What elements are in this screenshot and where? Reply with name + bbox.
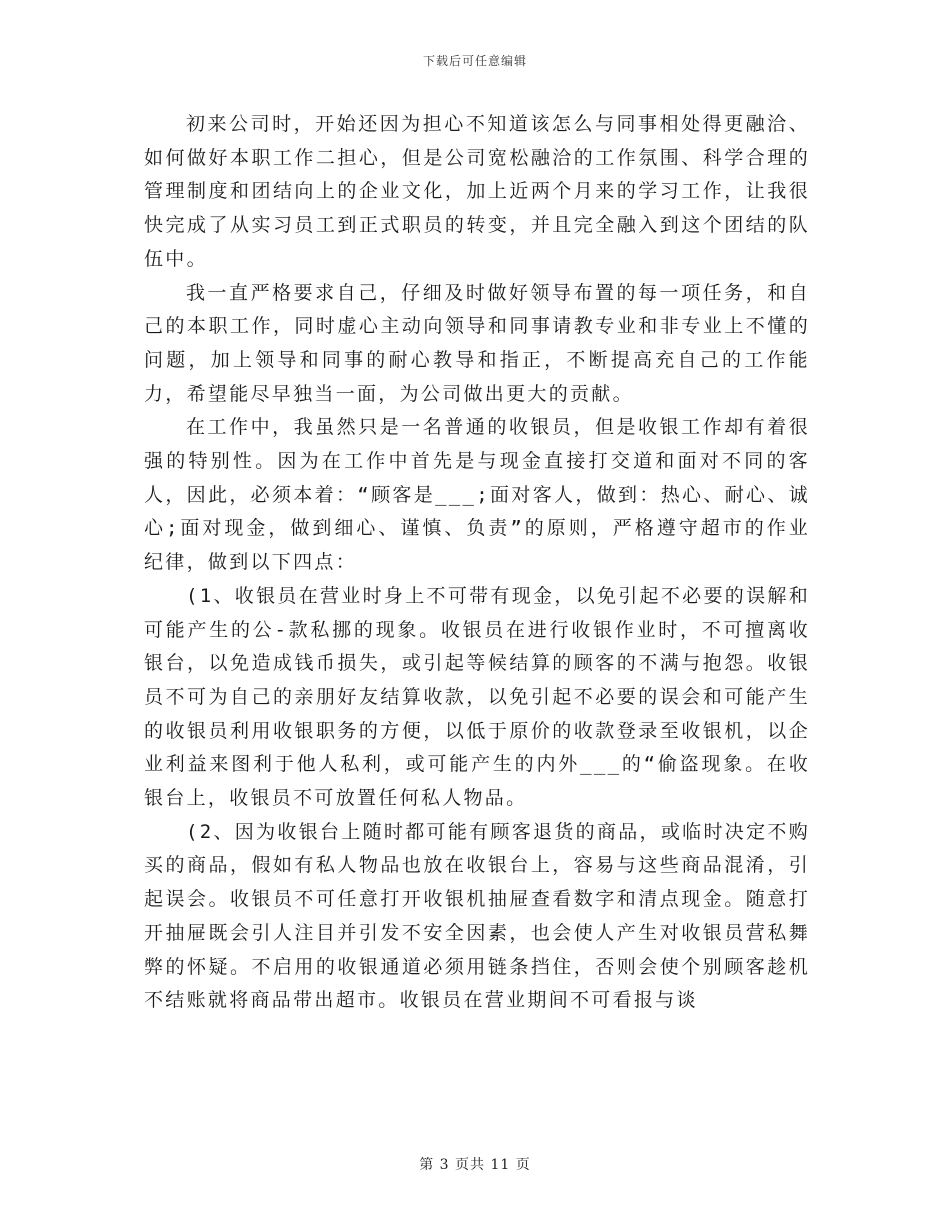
page-number-footer: 第 3 页共 11 页: [419, 1157, 531, 1173]
paragraph-3: 在工作中，我虽然只是一名普通的收银员，但是收银工作却有着很强的特别性。因为在工作中首先是与现金直接打交道和面对不同的客人，因此，必须本着：“顾客是___;面对客人，做到：热心、耐心、诚心;面对现金，做到细心、谨慎、负责”的原则，严格遵守超市的作业纪律，做到以下四点：: [144, 416, 810, 574]
paragraph-2: 我一直严格要求自己，仔细及时做好领导布置的每一项任务，和自己的本职工作，同时虚心主动向领导和同事请教专业和非专业上不懂的问题，加上领导和同事的耐心教导和指正，不断提高充自己的工作能力，希望能尽早独当一面，为公司做出更大的贡献。: [144, 281, 810, 405]
page-header: 下载后可任意编辑: [422, 54, 527, 68]
paragraph-1: 初来公司时，开始还因为担心不知道该怎么与同事相处得更融洽、如何做好本职工作二担心，但是公司宽松融洽的工作氛围、科学合理的管理制度和团结向上的企业文化，加上近两个月来的学习工作，让我很快完成了从实习员工到正式职员的转变，并且完全融入到这个团结的队伍中。: [144, 113, 810, 270]
paragraph-4: (1、收银员在营业时身上不可带有现金，以免引起不必要的误解和可能产生的公-款私挪的现象。收银员在进行收银作业时，不可擅离收银台，以免造成钱币损失，或引起等候结算的顾客的不满与抱怨。收银员不可为自己的亲朋好友结算收款，以免引起不必要的误会和可能产生的收银员利用收银职务的方便，以低于原价的收款登录至收银机，以企业利益来图利于他人私利，或可能产生的内外___的“偷盗现象。在收银台上，收银员不可放置任何私人物品。: [144, 584, 810, 810]
document-body: [144, 108, 810, 1018]
paragraph-5: (2、因为收银台上随时都可能有顾客退货的商品，或临时决定不购买的商品，假如有私人物品也放在收银台上，容易与这些商品混淆，引起误会。收银员不可任意打开收银机抽屉查看数字和清点现金。随意打开抽屉既会引人注目并引发不安全因素，也会使人产生对收银员营私舞弊的怀疑。不启用的收银通道必须用链条挡住，否则会使个别顾客趁机不结账就将商品带出超市。收银员在营业期间不可看报与谈: [144, 820, 810, 1012]
